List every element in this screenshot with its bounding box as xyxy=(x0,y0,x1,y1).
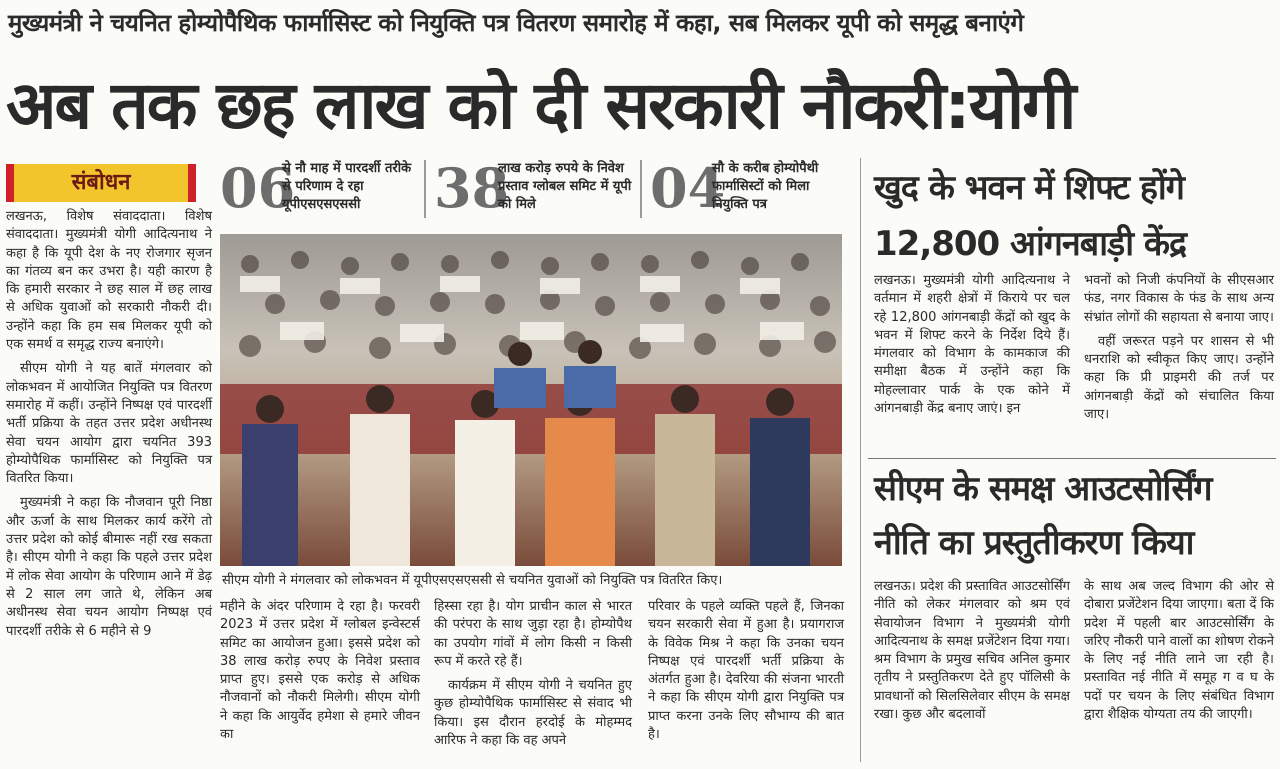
stat-divider xyxy=(424,160,426,218)
stat-number: 38 xyxy=(434,156,510,220)
outsourcing-column-2 xyxy=(1084,578,1274,730)
article-column-1 xyxy=(6,208,212,647)
news-photo xyxy=(220,234,842,566)
anganwadi-column-2 xyxy=(1084,272,1274,430)
article-paragraph: लखनऊ। प्रदेश की प्रस्तावित आउटसोर्सिंग नीति को लेकर मंगलवार को श्रम एवं सेवायोजन विभाग ने मुख्यमंत्री योगी आदित्यनाथ के समक्ष प्रजेंटेशन दिया गया। श्रम विभाग के प्रमुख सचिव अनिल कुमार तृतीय ने प्रस्तुतिकरण देते हुए पॉलिसी के प्रावधानों को सिलसिलेवार सीएम के समक्ष रखा। कुछ और बदलावों xyxy=(874,579,1070,723)
stat-text: सौ के करीब होम्योपैथी फार्मासिस्टों को मिला नियुक्ति पत्र xyxy=(712,161,819,212)
audience-photo-illustration xyxy=(220,234,842,566)
stat-divider xyxy=(640,160,642,218)
article-paragraph: भवनों को निजी कंपनियों के सीएसआर फंड, नगर विकास के फंड के साथ अन्य संभ्रांत लोगों की सहायता से बनाया जाए। xyxy=(1084,273,1274,325)
article-paragraph: मुख्यमंत्री ने कहा कि नौजवान पूरी निष्ठा और ऊर्जा के साथ मिलकर कार्य करेंगे तो उत्तर प्रदेश को कोई बीमारू नहीं रख सकता है। सीएम योगी ने कहा कि पहले उत्तर प्रदेश में लोक सेवा आयोग के परिणाम आने में डेढ़ से 2 साल लग जाते थे, लेकिन अब अधीनस्थ सेवा चयन आयोग निष्पक्ष एवं पारदर्शी तरीके से 6 महीने से 9 xyxy=(6,495,212,639)
stat-block-1 xyxy=(220,158,420,220)
article-column-2 xyxy=(220,598,420,750)
photo-caption: सीएम योगी ने मंगलवार को लोकभवन में यूपीएसएसएससी से चयनित युवाओं को नियुक्ति पत्र वितरित किए। xyxy=(222,573,723,588)
article-paragraph: लखनऊ, विशेष संवाददाता। विशेष संवाददाता। मुख्यमंत्री योगी आदित्यनाथ ने कहा है कि यूपी देश के नए रोजगार सृजन का गंतव्य बन कर उभरा है। यही कारण है कि हमारी सरकार ने छह साल में छह लाख से अधिक युवाओं को सरकारी नौकरी दी। उन्होंने कहा कि हम सब मिलकर यूपी को एक समर्थ व समृद्ध राज्य बनाएंगे। xyxy=(6,209,212,353)
anganwadi-column-1 xyxy=(874,272,1070,424)
stat-number: 04 xyxy=(650,156,726,220)
article-paragraph: लखनऊ। मुख्यमंत्री योगी आदित्यनाथ ने वर्तमान में शहरी क्षेत्रों में किराये पर चल रहे 12,800 आंगनबाड़ी केंद्रों को खुद के भवन में शिफ्ट करने के निर्देश दिये हैं। मंगलवार को विभाग के कामकाज की समीक्षा बैठक में उन्होंने कहा कि मोहल्लावार पार्क के एक कोने में आंगनबाड़ी केंद्र बनाए जाएं। इन xyxy=(874,273,1070,417)
outsourcing-column-1 xyxy=(874,578,1070,730)
sub-headline-anganwadi: खुद के भवन में शिफ्ट होंगे 12,800 आंगनबाड़ी केंद्र xyxy=(874,168,1187,264)
article-column-4 xyxy=(648,598,844,750)
main-headline: अब तक छह लाख को दी सरकारी नौकरी:योगी xyxy=(6,67,1075,144)
kicker-headline: मुख्यमंत्री ने चयनित होम्योपैथिक फार्मासिस्ट को नियुक्ति पत्र वितरण समारोह में कहा, सब मिलकर यूपी को समृद्ध बनाएंगे xyxy=(8,9,1024,37)
article-paragraph: महीने के अंदर परिणाम दे रहा है। फरवरी 2023 में उत्तर प्रदेश में ग्लोबल इन्वेस्टर्स समिट का आयोजन हुआ। इससे प्रदेश को 38 लाख करोड़ रुपए के निवेश प्रस्ताव प्राप्त हुए। इससे एक करोड़ से अधिक नौजवानों को नौकरी मिलेगी। सीएम योगी ने कहा कि आयुर्वेद हमेशा से हमारे जीवन का xyxy=(220,599,420,743)
stat-block-3 xyxy=(650,158,840,220)
section-tag: संबोधन xyxy=(6,164,196,202)
stat-block-2 xyxy=(434,158,644,220)
article-paragraph: परिवार के पहले व्यक्ति पहले हैं, जिनका चयन सरकारी सेवा में हुआ है। प्रयागराज के विवेक मिश्र ने कहा कि उनका चयन निष्पक्ष एवं पारदर्शी भर्ती प्रक्रिया के अंतर्गत हुआ है। देवरिया की संजना भारती ने कहा कि सीएम योगी द्वारा नियुक्ति पत्र प्राप्त करना उनके लिए सौभाग्य की बात है। xyxy=(648,599,844,743)
article-column-3 xyxy=(434,598,632,756)
column-divider xyxy=(860,158,861,762)
stat-text: लाख करोड़ रुपये के निवेश प्रस्ताव ग्लोबल समिट में यूपी को मिले xyxy=(498,161,632,212)
article-paragraph: कार्यक्रम में सीएम योगी ने चयनित हुए कुछ होम्योपैथिक फार्मासिस्ट से संवाद भी किया। इस दौरान हरदोई के मोहम्मद आरिफ ने कहा कि वह अपने xyxy=(434,678,632,749)
section-divider xyxy=(868,458,1276,459)
sub-headline-outsourcing: सीएम के समक्ष आउटसोर्सिंग नीति का प्रस्तुतीकरण किया xyxy=(874,469,1212,563)
stat-number: 06 xyxy=(220,156,296,220)
article-paragraph: के साथ अब जल्द विभाग की ओर से दोबारा प्रजेंटेशन दिया जाएगा। बता दें कि प्रदेश में पहली बार आउटसोर्सिंग के जरिए नौकरी पाने वालों का शोषण रोकने के लिए नई नीति लाने जा रही है। प्रस्तावित नई नीति में समूह ग व घ के पदों पर चयन के लिए संबंधित विभाग द्वारा शैक्षिक योग्यता तय की जाएगी। xyxy=(1084,579,1274,723)
article-paragraph: वहीं जरूरत पड़ने पर शासन से भी धनराशि को स्वीकृत किए जाए। उन्होंने कहा कि प्री प्राइमरी की तर्ज पर आंगनबाड़ी केंद्रों को संचालित किया जाए। xyxy=(1084,333,1274,423)
article-paragraph: सीएम योगी ने यह बातें मंगलवार को लोकभवन में आयोजित नियुक्ति पत्र वितरण समारोह में कहीं। उन्होंने निष्पक्ष एवं पारदर्शी भर्ती प्रक्रिया के तहत उत्तर प्रदेश अधीनस्थ सेवा चयन आयोग द्वारा चयनित 393 होम्योपैथिक फार्मासिस्ट को नियुक्ति पत्र वितरित किया। xyxy=(6,361,212,487)
stat-text: से नौ माह में पारदर्शी तरीके से परिणाम दे रहा यूपीएसएसएससी xyxy=(282,161,412,212)
article-paragraph: हिस्सा रहा है। योग प्राचीन काल से भारत की परंपरा के साथ जुड़ा रहा है। होम्योपैथ का उपयोग गांवों में लोग किसी न किसी रूप में करते रहे हैं। xyxy=(434,599,632,669)
